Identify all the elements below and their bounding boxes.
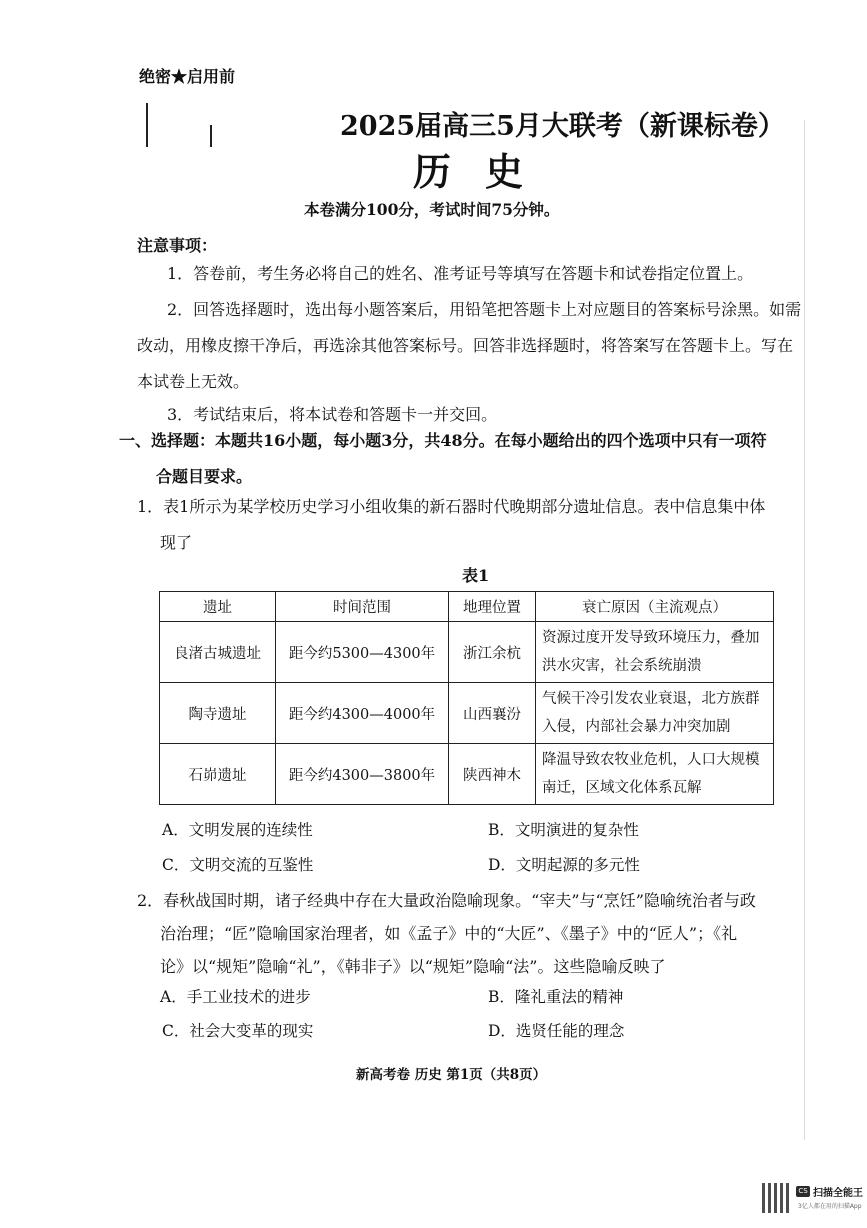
table-cell-site: 石峁遗址 (160, 744, 276, 805)
table-header-cause: 衰亡原因（主流观点） (536, 592, 774, 622)
section-heading-line-2: 合题目要求。 (156, 467, 253, 486)
qr-code-icon (762, 1183, 792, 1213)
question-1-option-a: A．文明发展的连续性 (162, 821, 313, 839)
question-2-line-2: 治治理；“匠”隐喻国家治理者，如《孟子》中的“大匠”、《墨子》中的“匠人”；《礼 (160, 924, 738, 943)
section-heading-line-1: 一、选择题：本题共16小题，每小题3分，共48分。在每小题给出的四个选项中只有一项符 (119, 431, 767, 450)
table-row (160, 744, 774, 805)
scanner-tagline: 3亿人都在用的扫描App (798, 1203, 862, 1210)
notice-item-1: 1．答卷前，考生务必将自己的姓名、准考证号等填写在答题卡和试卷指定位置上。 (167, 264, 754, 283)
question-1-line-2: 现了 (160, 533, 193, 552)
confidential-label: 绝密★启用前 (139, 67, 236, 86)
page-edge-line (804, 120, 805, 1140)
question-1-option-d: D．文明起源的多元性 (488, 856, 640, 874)
table-cell-time: 距今约5300—4300年 (276, 622, 449, 683)
question-2-option-b: B．隆礼重法的精神 (488, 988, 624, 1006)
notice-title: 注意事项： (137, 236, 218, 255)
notice-item-2: 2．回答选择题时，选出每小题答案后，用铅笔把答题卡上对应题目的答案标号涂黑。如需改动，用橡皮擦干净后，再选涂其他答案标号。回答非选择题时，将答案写在答题卡上。写在本试卷上无效。 (137, 300, 802, 391)
exam-title: 2025届高三5月大联考（新课标卷） (340, 111, 785, 142)
table-header-site: 遗址 (160, 592, 276, 622)
table-header-time: 时间范围 (276, 592, 449, 622)
question-2-option-a: A．手工业技术的进步 (160, 988, 311, 1006)
question-1-option-c: C．文明交流的互鉴性 (162, 856, 314, 874)
question-2-line-3: 论》以“规矩”隐喻“礼”，《韩非子》以“规矩”隐喻“法”。这些隐喻反映了 (160, 957, 666, 976)
table-cell-cause: 气候干冷引发农业衰退，北方族群入侵，内部社会暴力冲突加剧 (536, 683, 774, 744)
notice-item-3: 3．考试结束后，将本试卷和答题卡一并交回。 (167, 405, 498, 424)
table-cell-location: 陕西神木 (449, 744, 536, 805)
table-cell-site: 良渚古城遗址 (160, 622, 276, 683)
camscanner-logo-icon: CS (796, 1186, 810, 1197)
question-2-line-1: 2．春秋战国时期，诸子经典中存在大量政治隐喻现象。“宰夫”与“烹饪”隐喻统治者与政 (137, 891, 756, 910)
table-cell-cause: 资源过度开发导致环境压力，叠加洪水灾害，社会系统崩溃 (536, 622, 774, 683)
question-2-stem (137, 884, 801, 983)
table-caption: 表1 (462, 566, 490, 585)
table-cell-site: 陶寺遗址 (160, 683, 276, 744)
scanner-watermark (796, 1184, 866, 1214)
question-1-option-b: B．文明演进的复杂性 (488, 821, 639, 839)
question-1-line-1: 1．表1所示为某学校历史学习小组收集的新石器时代晚期部分遗址信息。表中信息集中体 (137, 497, 766, 516)
table-cell-time: 距今约4300—4000年 (276, 683, 449, 744)
table-header-row (160, 592, 774, 622)
table-cell-location: 浙江余杭 (449, 622, 536, 683)
table-row (160, 622, 774, 683)
table-cell-cause: 降温导致农牧业危机，人口大规模南迁，区域文化体系瓦解 (536, 744, 774, 805)
scanner-app-name: 扫描全能王 (813, 1188, 863, 1199)
question-2-option-c: C．社会大变革的现实 (162, 1022, 314, 1040)
sites-table (159, 591, 774, 805)
table-row (160, 683, 774, 744)
binding-line-left (146, 103, 148, 147)
binding-line-right (210, 125, 212, 147)
binding-marks (146, 103, 216, 153)
section-heading (119, 423, 809, 495)
table-cell-time: 距今约4300—3800年 (276, 744, 449, 805)
table-cell-location: 山西襄汾 (449, 683, 536, 744)
subject-title: 历史 (413, 149, 558, 194)
table-header-location: 地理位置 (449, 592, 536, 622)
page-footer: 新高考卷 历史 第1页（共8页） (356, 1067, 547, 1083)
question-1-stem (137, 489, 801, 561)
question-2-option-d: D．选贤任能的理念 (488, 1022, 625, 1040)
exam-info: 本卷满分100分，考试时间75分钟。 (304, 200, 560, 219)
